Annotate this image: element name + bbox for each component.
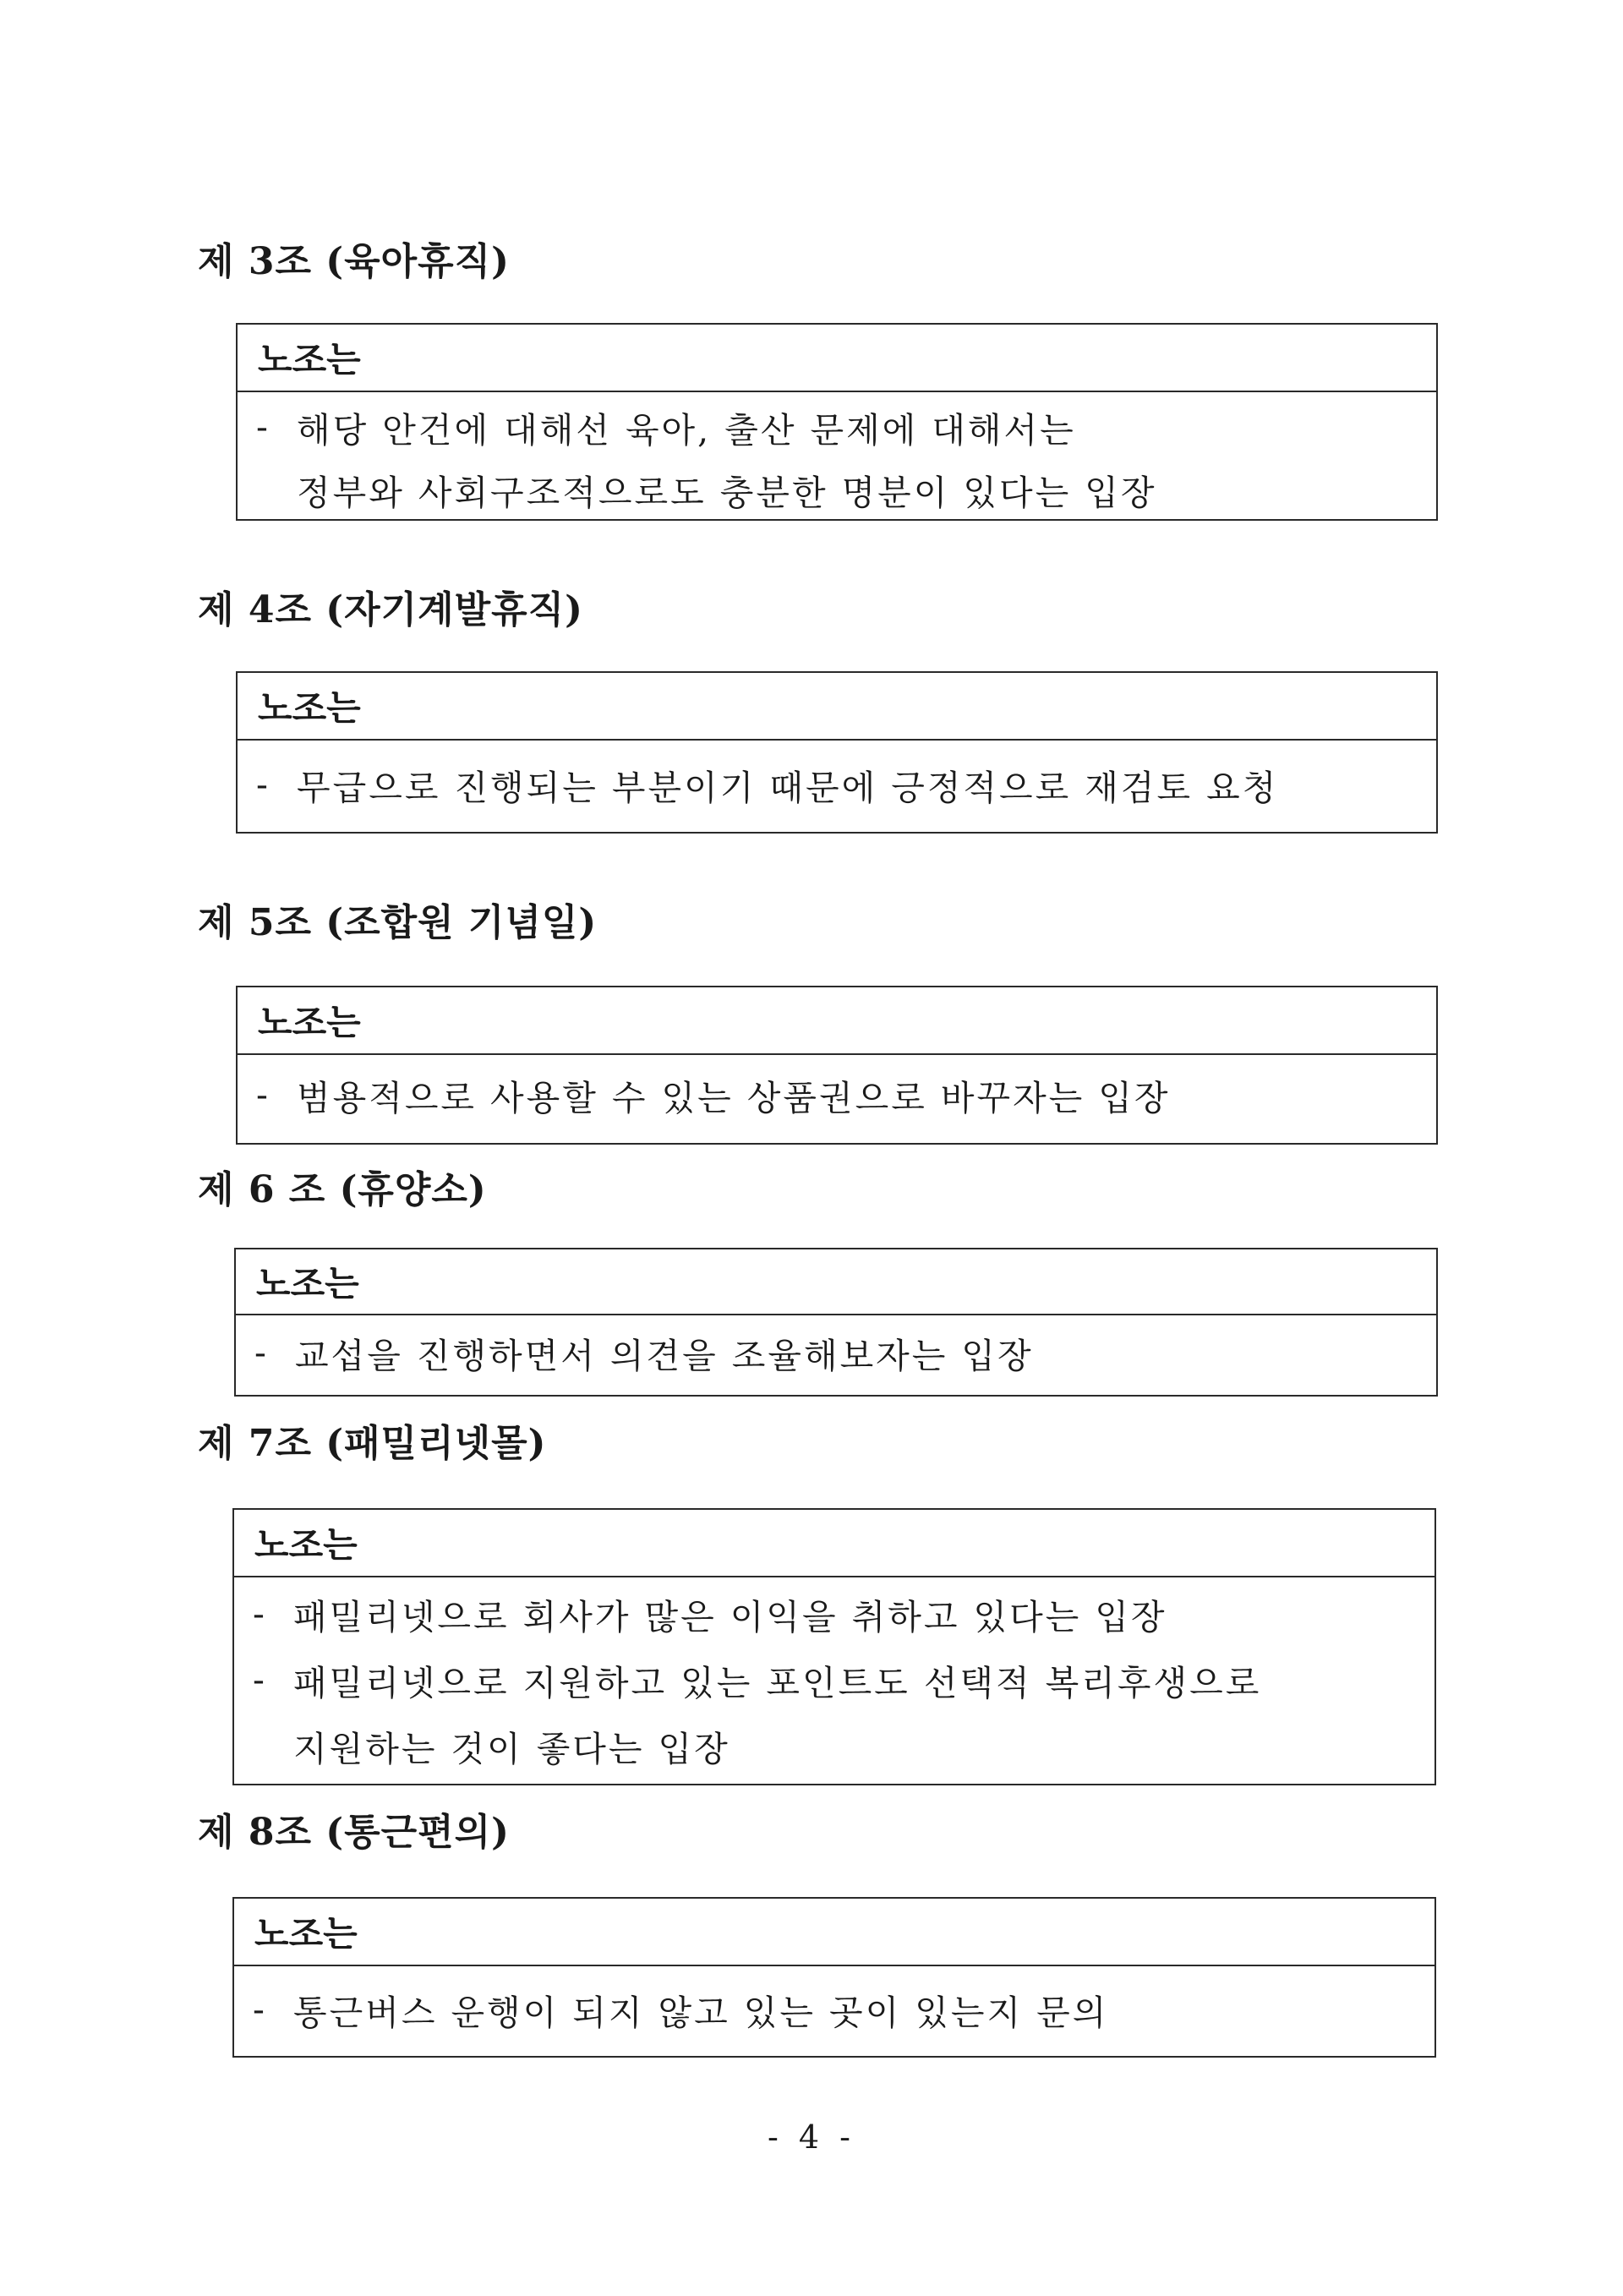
statement-text: 패밀리넷으로 지원하고 있는 포인트도 선택적 복리후생으로 [293, 1662, 1262, 1703]
dash-bullet: - [256, 764, 270, 805]
position-box [234, 1248, 1438, 1397]
box-body [238, 392, 1436, 521]
statement-line [254, 1319, 1436, 1386]
dash-bullet: - [253, 1989, 267, 2030]
statement-text: 정부와 사회구조적으로도 충분한 명분이 있다는 입장 [297, 472, 1157, 513]
box-header: 노조는 [234, 1899, 1434, 1966]
page-number: - 4 - [767, 2118, 855, 2156]
box-body [236, 1315, 1436, 1386]
statement-text: 통근버스 운행이 되지 않고 있는 곳이 있는지 문의 [293, 1992, 1109, 2033]
statement-text: 무급으로 진행되는 부분이기 때문에 긍정적으로 재검토 요청 [297, 767, 1279, 808]
statement-line [253, 1970, 1434, 2049]
box-body [238, 741, 1436, 825]
position-box [236, 323, 1438, 521]
statement-line [253, 1647, 1434, 1713]
dash-bullet: - [256, 1074, 270, 1115]
statement-line [256, 458, 1436, 521]
article-title: 제 5조 (조합원 기념일) [198, 901, 598, 944]
position-box [236, 671, 1438, 834]
statement-line [256, 396, 1436, 458]
dash-bullet: - [254, 1332, 269, 1373]
article-title: 제 4조 (자기계발휴직) [198, 588, 583, 631]
statement-text: 지원하는 것이 좋다는 입장 [293, 1728, 730, 1769]
statement-line [253, 1581, 1434, 1647]
box-body [234, 1966, 1434, 2049]
box-header: 노조는 [238, 673, 1436, 741]
box-body [234, 1577, 1434, 1779]
position-box [236, 986, 1438, 1145]
statement-line [253, 1713, 1434, 1779]
statement-text: 패밀리넷으로 회사가 많은 이익을 취하고 있다는 입장 [293, 1596, 1167, 1637]
article-title: 제 7조 (패밀리넷몰) [198, 1422, 547, 1465]
position-box [232, 1508, 1436, 1785]
box-body [238, 1055, 1436, 1131]
dash-bullet: - [253, 1594, 267, 1634]
box-header: 노조는 [238, 987, 1436, 1055]
statement-text: 범용적으로 사용할 수 있는 상품권으로 바꾸자는 입장 [297, 1077, 1171, 1118]
box-header: 노조는 [234, 1510, 1434, 1577]
statement-line [256, 1058, 1436, 1131]
dash-bullet: - [253, 1659, 267, 1700]
statement-line [256, 744, 1436, 825]
article-title: 제 8조 (통근편의) [198, 1811, 510, 1854]
position-box [232, 1897, 1436, 2058]
article-title: 제 3조 (육아휴직) [198, 240, 510, 283]
box-header: 노조는 [238, 325, 1436, 392]
statement-text: 해당 안건에 대해선 육아, 출산 문제에 대해서는 [297, 409, 1076, 451]
statement-text: 교섭을 진행하면서 의견을 조율해보자는 입장 [295, 1335, 1034, 1376]
dash-bullet: - [256, 407, 270, 447]
box-header: 노조는 [236, 1249, 1436, 1315]
article-title: 제 6 조 (휴양소) [198, 1168, 487, 1211]
